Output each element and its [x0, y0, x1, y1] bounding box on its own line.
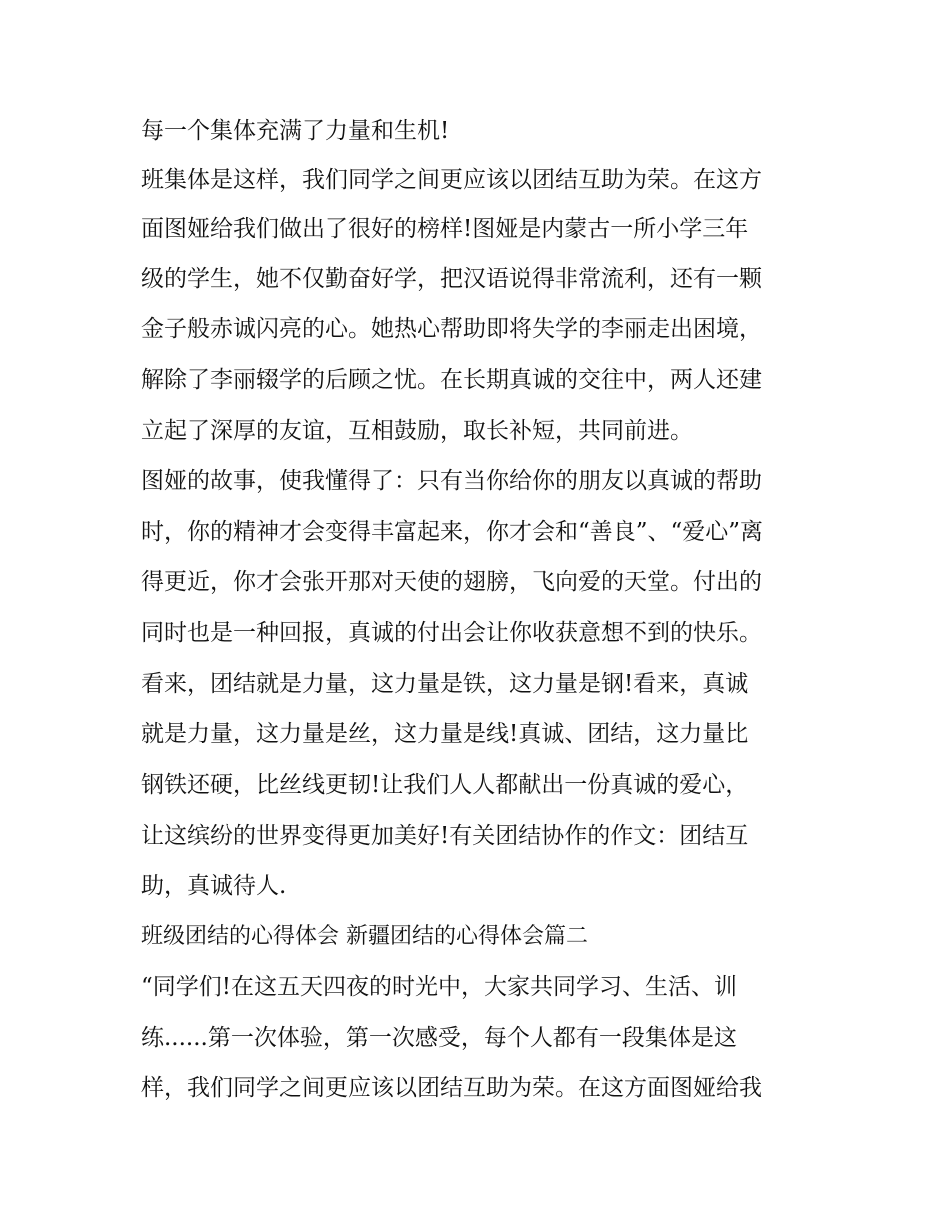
text-line: 看来，团结就是力量，这力量是铁，这力量是钢!看来，真诚 — [141, 671, 749, 697]
text-line: 让这缤纷的世界变得更加美好!有关团结协作的作文：团结互 — [141, 823, 749, 849]
text-line: 图娅的故事，使我懂得了：只有当你给你的朋友以真诚的帮助 — [141, 468, 762, 494]
text-line: 班集体是这样，我们同学之间更应该以团结互助为荣。在这方 — [141, 167, 762, 193]
text-line: 解除了李丽辍学的后顾之忧。在长期真诚的交往中，两人还建 — [141, 367, 762, 393]
text-line: 立起了深厚的友谊，互相鼓励，取长补短，共同前进。 — [141, 418, 693, 444]
text-line: “同学们!在这五天四夜的时光中，大家共同学习、生活、训 — [141, 974, 738, 1000]
text-line: 级的学生，她不仅勤奋好学，把汉语说得非常流利，还有一颗 — [141, 266, 762, 292]
text-line: 时，你的精神才会变得丰富起来，你才会和“善良”、“爱心”离 — [141, 519, 764, 545]
section-heading: 班级团结的心得体会 新疆团结的心得体会篇二 — [141, 924, 588, 949]
text-line: 样，我们同学之间更应该以团结互助为荣。在这方面图娅给我 — [141, 1075, 762, 1101]
text-line: 同时也是一种回报，真诚的付出会让你收获意想不到的快乐。 — [141, 620, 762, 646]
text-line: 金子般赤诚闪亮的心。她热心帮助即将失学的李丽走出困境， — [141, 316, 762, 342]
text-line: 得更近，你才会张开那对天使的翅膀，飞向爱的天堂。付出的 — [141, 569, 762, 595]
text-line: 面图娅给我们做出了很好的榜样!图娅是内蒙古一所小学三年 — [141, 216, 749, 242]
text-line: 每一个集体充满了力量和生机! — [141, 118, 450, 144]
text-line: 练......第一次体验，第一次感受，每个人都有一段集体是这 — [141, 1025, 737, 1051]
text-line: 就是力量，这力量是丝，这力量是线!真诚、团结，这力量比 — [141, 721, 749, 747]
text-line: 钢铁还硬，比丝线更韧!让我们人人都献出一份真诚的爱心， — [141, 772, 749, 798]
text-line: 助，真诚待人. — [141, 873, 287, 899]
